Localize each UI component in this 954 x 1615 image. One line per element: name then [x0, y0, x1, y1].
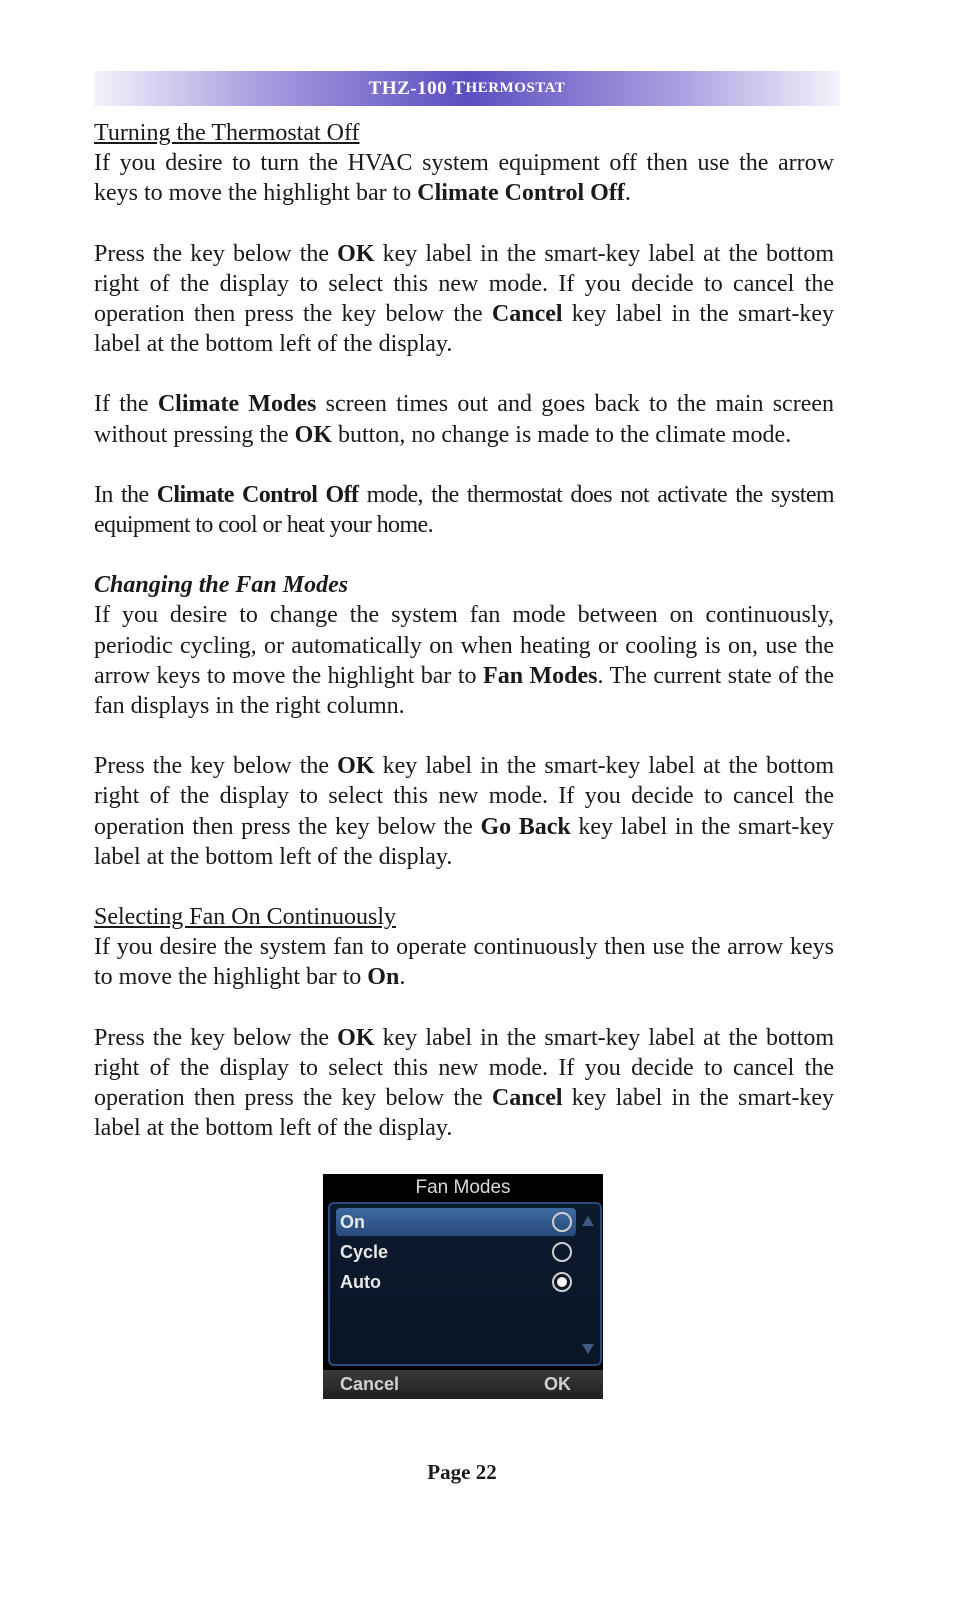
radio-filled-icon	[552, 1272, 572, 1292]
fan-modes-screenshot	[323, 1174, 603, 1399]
page-number: Page 22	[427, 1460, 497, 1484]
text: button, no change is made to the climate mode.	[332, 421, 792, 448]
bold-text: OK	[337, 240, 375, 267]
text: key label in the smart-key label at the bottom left of the display.	[94, 301, 834, 358]
text: If you desire the system fan to operate continuously then use the arrow keys to move the highlight bar to	[94, 934, 834, 991]
paragraph	[94, 1023, 834, 1144]
section-heading-fan-on: Selecting Fan On Continuously	[94, 904, 396, 931]
header-model: THZ-100	[368, 77, 448, 99]
text: key label in the smart-key label at the bottom right of the display to select this new mode. If you decide to cancel the operation then press the key below the	[94, 1024, 834, 1112]
page-header	[94, 71, 840, 106]
ok-key-label[interactable]: OK	[544, 1374, 571, 1394]
text: . The current state of the fan displays in the right column.	[94, 662, 834, 720]
text: key label in the smart-key label at the bottom right of the display to select this new mode. If you decide to cancel the operation then press the key below the	[94, 240, 834, 328]
option-cycle[interactable]	[336, 1238, 576, 1266]
bold-text: OK	[337, 1024, 375, 1051]
section-heading-fan-modes: Changing the Fan Modes	[94, 572, 349, 599]
option-label: Cycle	[340, 1242, 389, 1262]
paragraph	[94, 148, 834, 208]
paragraph	[94, 389, 834, 449]
text: If you desire to change the system fan mode between on continuously, periodic cycling, or automatically on when heating or cooling is on, use the arrow keys to move the highlight bar to	[94, 602, 834, 689]
header-title-rest: HERMOSTAT	[465, 80, 566, 96]
paragraph	[94, 932, 834, 992]
bold-text: Climate Control Off	[417, 180, 625, 207]
bold-text: Cancel	[491, 301, 563, 328]
scroll-up-icon[interactable]	[582, 1216, 594, 1226]
paragraph	[94, 751, 834, 872]
text: .	[399, 964, 406, 991]
cancel-key-label[interactable]: Cancel	[340, 1374, 400, 1394]
text: key label in the smart-key label at the bottom left of the display.	[94, 813, 834, 870]
bold-text: Go Back	[480, 813, 571, 840]
text: If the	[94, 391, 158, 418]
radio-empty-icon	[552, 1212, 572, 1232]
text: Press the key below the	[94, 1024, 338, 1051]
text: Press the key below the	[94, 753, 338, 780]
bold-text: On	[367, 964, 400, 991]
bold-text: OK	[337, 753, 375, 780]
text: If you desire to turn the HVAC system equipment off then use the arrow keys to move the highlight bar to	[94, 150, 834, 207]
text: screen times out and goes back to the main screen without pressing the	[94, 391, 835, 448]
paragraph	[94, 600, 834, 721]
text: Press the key below the	[94, 240, 338, 267]
paragraph	[94, 239, 834, 360]
scroll-down-icon[interactable]	[582, 1344, 594, 1354]
option-label: On	[340, 1212, 365, 1232]
bold-text: Climate Modes	[157, 391, 317, 418]
screen-title: Fan Modes	[415, 1177, 511, 1198]
text: key label in the smart-key label at the bottom left of the display.	[94, 1085, 834, 1142]
text: .	[624, 180, 631, 207]
radio-empty-icon	[552, 1242, 572, 1262]
section-heading-thermostat-off: Turning the Thermostat Off	[94, 120, 360, 146]
smart-key-bar	[323, 1370, 603, 1399]
header-title-first: T	[452, 77, 466, 99]
bold-text: Climate Control Off	[156, 481, 359, 508]
options-panel	[328, 1202, 602, 1366]
text: In the	[94, 481, 157, 508]
option-on[interactable]	[336, 1208, 576, 1236]
bold-text: Cancel	[491, 1085, 563, 1112]
bold-text: OK	[294, 421, 332, 448]
option-label: Auto	[340, 1272, 381, 1292]
document-body	[94, 118, 834, 1143]
paragraph	[94, 480, 834, 540]
bold-text: Fan Modes	[483, 662, 598, 689]
text: mode, the thermostat does not activate the system equipment to cool or heat your home.	[94, 481, 834, 539]
option-auto[interactable]	[336, 1268, 576, 1296]
text: key label in the smart-key label at the bottom right of the display to select this new mode. If you decide to cancel the operation then press the key below the	[94, 753, 834, 840]
